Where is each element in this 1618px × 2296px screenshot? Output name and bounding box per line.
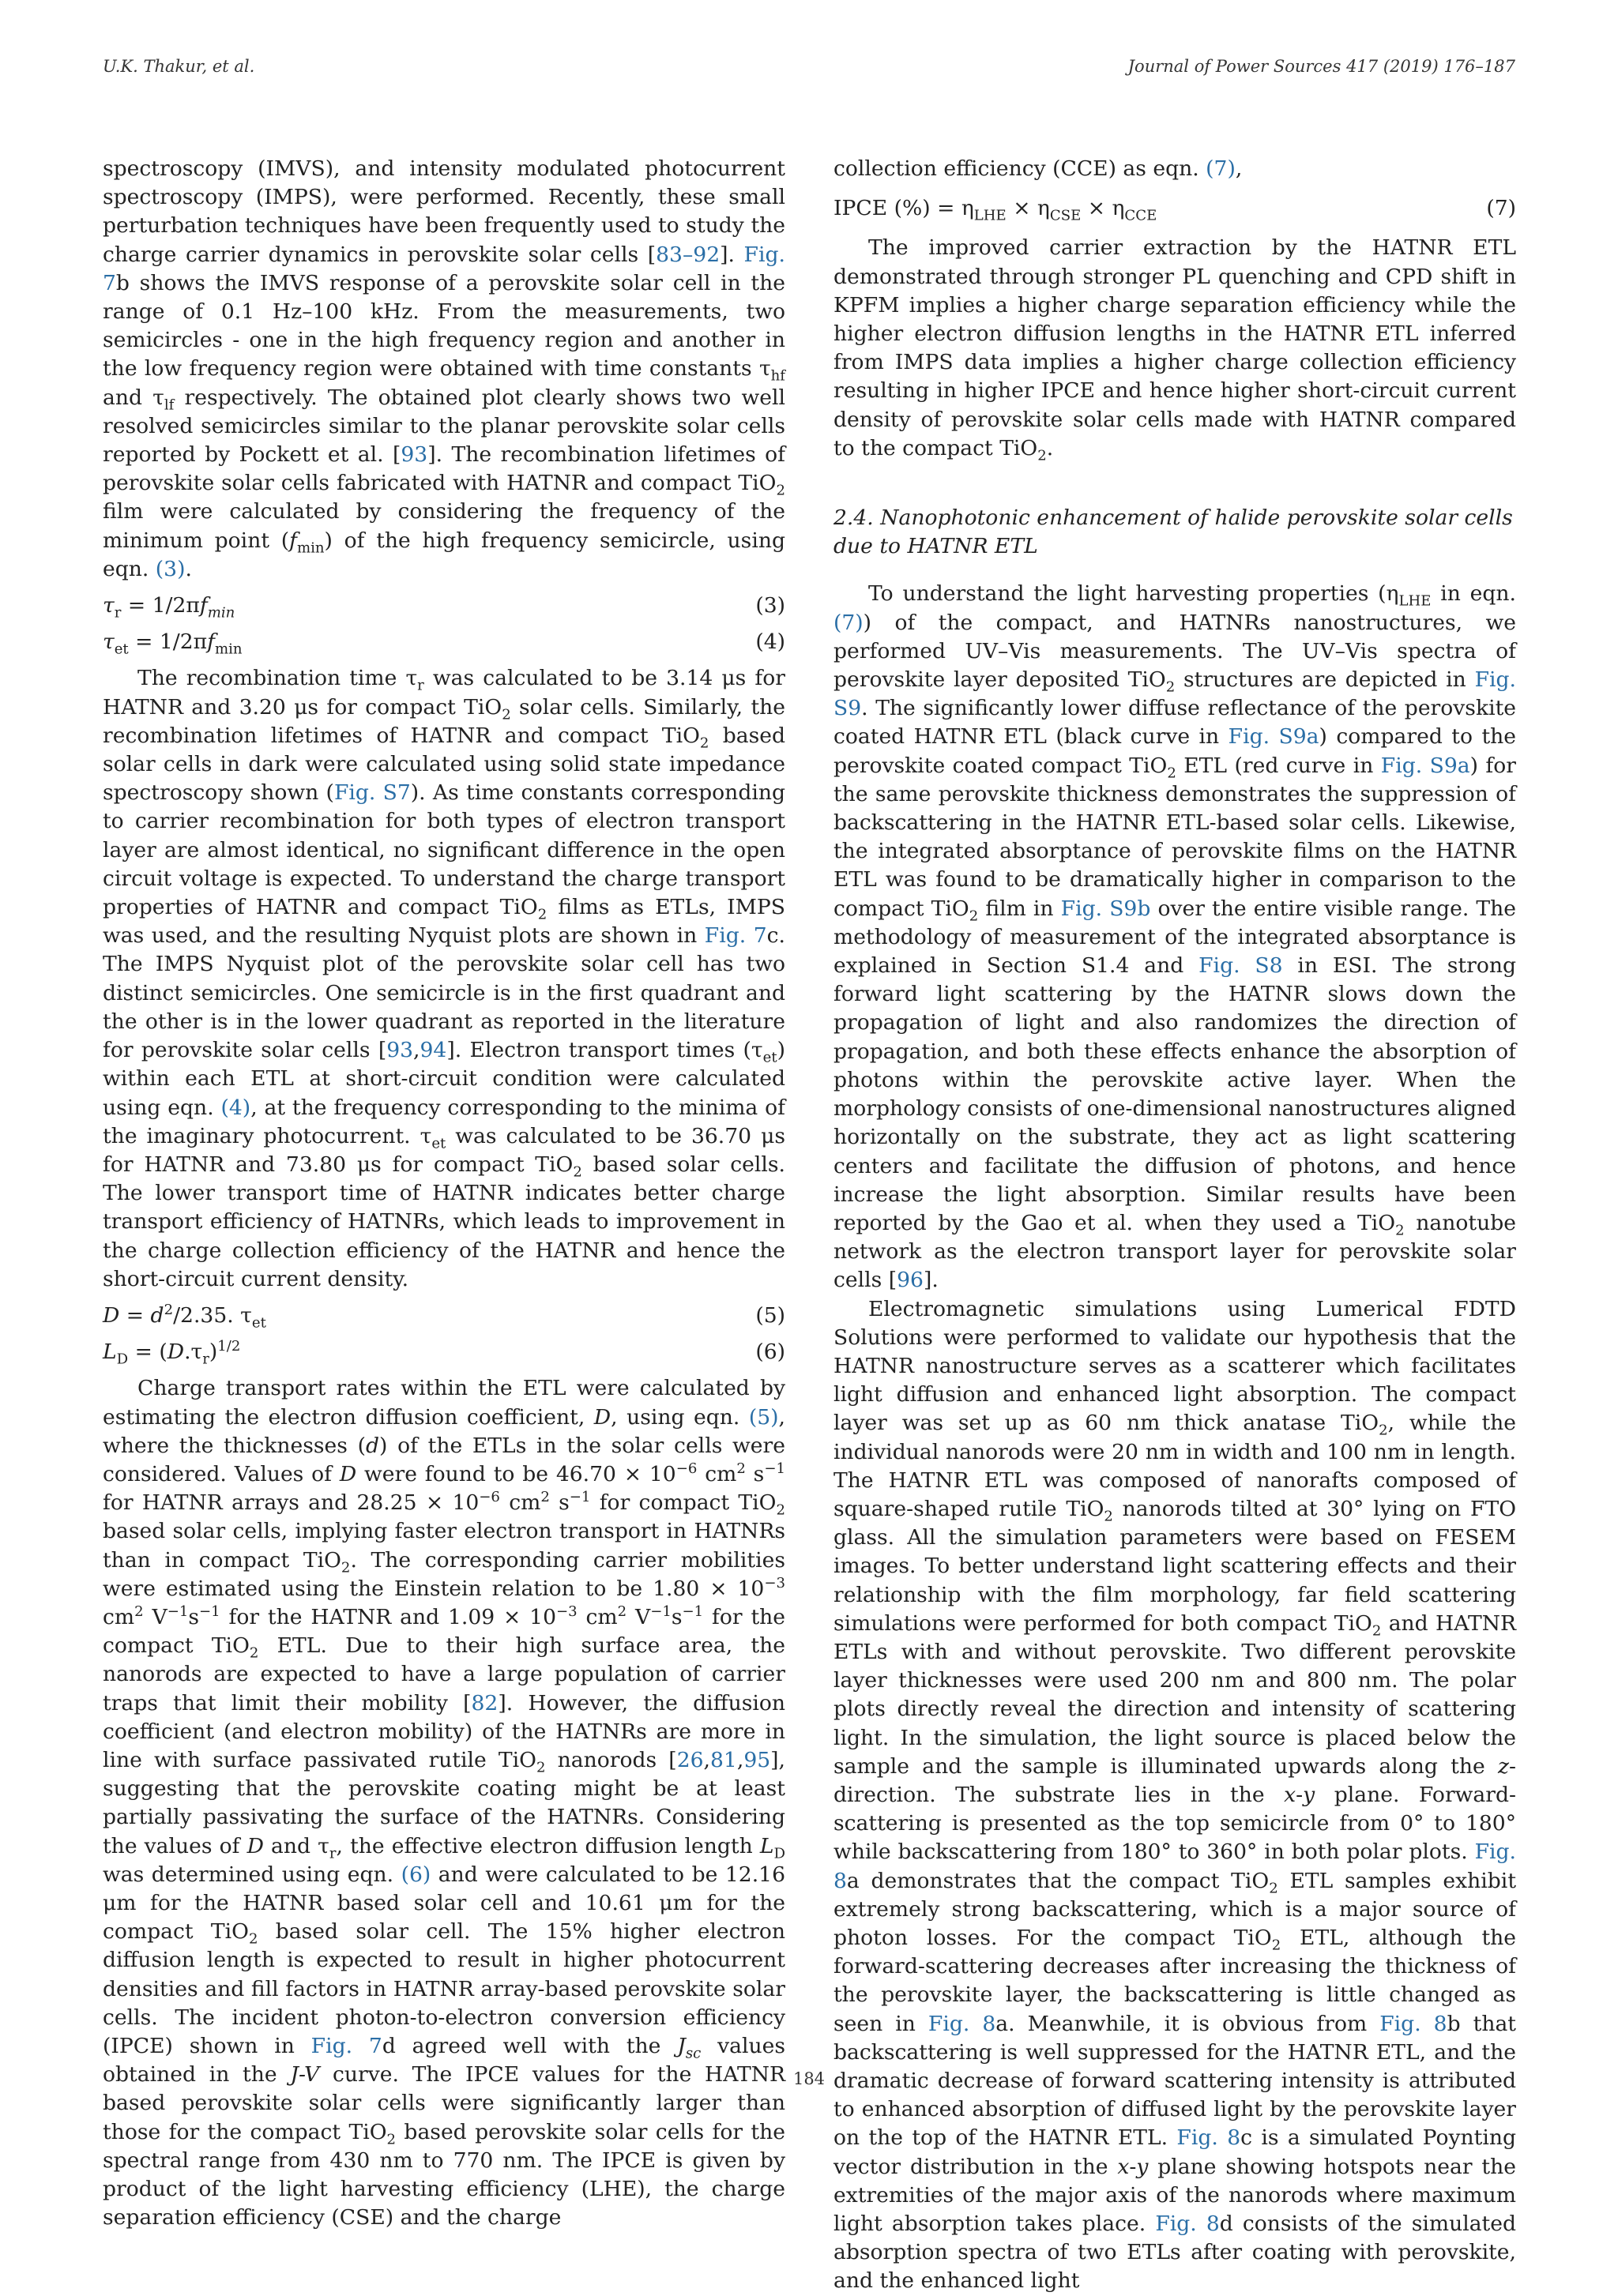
figure-link[interactable]: Fig. 8 xyxy=(928,2011,996,2036)
figure-link[interactable]: Fig. 8 xyxy=(1379,2011,1447,2036)
figure-link[interactable]: Fig. S8 xyxy=(1198,953,1283,979)
figure-link[interactable]: Fig. 7 xyxy=(704,923,767,949)
section-heading: 2.4. Nanophotonic enhancement of halide perovskite solar cells due to HATNR ETL xyxy=(833,505,1513,559)
paragraph: The recombination time $\tau_r$ was calculated to be 3.14 μs for HATNR and 3.20 μs for compact TiO$_2$ solar cells. Similarly, the recombination lifetimes of HATNR and compact TiO$_2$ based solar cells in dark were calculated using solid state impedance spectroscopy shown (Fig. S7). As time constants corresponding to carrier recombination for both types of electron transport layer are almost identical, no significant difference in the open circuit voltage is expected. To understand the charge transport properties of HATNR and compact TiO$_2$ films as ETLs, IMPS was used, and the resulting Nyquist plots are shown in Fig. 7c. The IMPS Nyquist plot of the perovskite solar cell has two distinct semicircles. One semicircle is in the first quadrant and the other is in the lower quadrant as reported in the literature for perovskite solar cells [93,94]. Electron transport times $(\tau_{et})$ within each ETL at short-circuit condition were calculated using eqn. (4), at the frequency corresponding to the minima of the imaginary photocurrent. $\tau_{et}$ was calculated to be 36.70 μs for HATNR and 73.80 μs for compact TiO$_2$ based solar cells. The lower transport time of HATNR indicates better charge transport efficiency of HATNRs, which leads to improvement in the charge collection efficiency of the HATNR and hence the short-circuit current density. xyxy=(103,666,786,1291)
page-number: 184 xyxy=(792,2069,826,2088)
paragraph: spectroscopy (IMVS), and intensity modulated photocurrent spectroscopy (IMPS), were performed. Recently, these small perturbation techniques have been frequently used to study the charge carrier dynamics in perovskite solar cells [83–92]. Fig. 7b shows the IMVS response of a perovskite solar cell in the range of 0.1 Hz–100 kHz. From the measurements, two semicircles - one in the high frequency region and another in the low frequency region were obtained with time constants $\tau_{hf}$ and $\tau_{lf}$ respectively. The obtained plot clearly shows two well resolved semicircles similar to the planar perovskite solar cells reported by Pockett et al. [93]. The recombination lifetimes of perovskite solar cells fabricated with HATNR and compact TiO$_2$ film were calculated by considering the frequency of the minimum point $(f_{min})$ of the high frequency semicircle, using eqn. (3). xyxy=(103,156,786,581)
equation-4: $\tau_{et} = 1/2\pi f_{min}$ (4) xyxy=(103,629,785,658)
citation-link[interactable]: 83–92 xyxy=(656,242,721,267)
figure-link[interactable]: Fig. S9 xyxy=(833,667,1516,721)
equation-link[interactable]: (5) xyxy=(748,1404,779,1430)
figure-link[interactable]: Fig. 7 xyxy=(310,2034,382,2058)
equation-6: $L_D = (D.\tau_r)^{1/2}$ (6) xyxy=(103,1338,785,1368)
paragraph: To understand the light harvesting properties ($\eta_{LHE}$ in eqn. (7)) of the compact, and HATNRs nanostructures, we performed UV–Vis measurements. The UV–Vis spectra of perovskite layer deposited TiO$_2$ structures are depicted in Fig. S9. The significantly lower diffuse reflectance of the perovskite coated HATNR ETL (black curve in Fig. S9a) compared to the perovskite coated compact TiO$_2$ ETL (red curve in Fig. S9a) for the same perovskite thickness demonstrates the suppression of backscattering in the HATNR ETL-based solar cells. Likewise, the integrated absorptance of perovskite films on the HATNR ETL was found to be dramatically higher in comparison to the compact TiO$_2$ film in Fig. S9b over the entire visible range. The methodology of measurement of the integrated absorptance is explained in Section S1.4 and Fig. S8 in ESI. The strong forward light scattering by the HATNR slows down the propagation of light and also randomizes the direction of propagation, and both these effects enhance the absorption of photons within the perovskite active layer. When the morphology consists of one-dimensional nanostructures aligned horizontally on the substrate, they act as light scattering centers and facilitate the diffusion of photons, and hence increase the light absorption. Similar results have been reported by the Gao et al. when they used a TiO$_2$ nanotube network as the electron transport layer for perovskite solar cells [96]. xyxy=(833,581,1517,1293)
running-header-journal: Journal of Power Sources 417 (2019) 176–187 xyxy=(1127,57,1515,76)
equation-3: $\tau_r = 1/2\pi f_{min}$ (3) xyxy=(103,593,785,622)
citation-link[interactable]: 93 xyxy=(401,442,428,468)
figure-link[interactable]: Fig. S7 xyxy=(333,780,411,806)
equation-link[interactable]: (3) xyxy=(155,556,186,581)
running-header-authors: U.K. Thakur, et al. xyxy=(103,57,255,76)
citation-link[interactable]: 95 xyxy=(743,1747,771,1772)
paragraph: Charge transport rates within the ETL were calculated by estimating the electron diffusion coefficient, D, using eqn. (5), where the thicknesses (d) of the ETLs in the solar cells were considered. Values of D were found to be $46.70 \times 10^{-6}$ $cm^2$ $s^{-1}$ for HATNR arrays and $28.25 \times 10^{-6}$ $cm^2$ $s^{-1}$ for compact TiO$_2$ based solar cells, implying faster electron transport in HATNRs than in compact TiO$_2$. The corresponding carrier mobilities were estimated using the Einstein relation to be $1.80 \times 10^{-3}$ $cm^2$ $V^{-1}s^{-1}$ for the HATNR and $1.09 \times 10^{-3}$ $cm^2$ $V^{-1}s^{-1}$ for the compact TiO$_2$ ETL. Due to their high surface area, the nanorods are expected to have a large population of carrier traps that limit their mobility [82]. However, the diffusion coefficient (and electron mobility) of the HATNRs are more in line with surface passivated rutile TiO$_2$ nanorods [26,81,95], suggesting that the perovskite coating might be at least partially passivating the surface of the HATNRs. Considering the values of D and $\tau_r$, the effective electron diffusion length $L_D$ was determined using eqn. (6) and were calculated to be 12.16 μm for the HATNR based solar cell and 10.61 μm for the compact TiO$_2$ based solar cell. The 15% higher electron diffusion length is expected to result in higher photocurrent densities and fill factors in HATNR array-based perovskite solar cells. The incident photon-to-electron conversion efficiency (IPCE) shown in Fig. 7d agreed well with the $J_{sc}$ values obtained in the J-V curve. The IPCE values for the HATNR based perovskite solar cells were significantly larger than those for the compact TiO$_2$ based perovskite solar cells for the spectral range from 430 nm to 770 nm. The IPCE is given by product of the light harvesting efficiency (LHE), the charge separation efficiency (CSE) and the charge xyxy=(103,1376,786,2230)
paragraph: Electromagnetic simulations using Lumerical FDTD Solutions were performed to validate our hypothesis that the HATNR nanostructure serves as a scatterer which facilitates light diffusion and enhanced light absorption. The compact layer was set up as 60 nm thick anatase TiO$_2$, while the individual nanorods were 20 nm in width and 100 nm in length. The HATNR ETL was composed of nanorafts composed of square-shaped rutile TiO$_2$ nanorods tilted at 30° lying on FTO glass. All the simulation parameters were based on FESEM images. To better understand light scattering effects and their relationship with the film morphology, far field scattering simulations were performed for both compact TiO$_2$ and HATNR ETLs with and without perovskite. Two different perovskite layer thicknesses were used 200 nm and 800 nm. The polar plots directly reveal the direction and intensity of scattering light. In the simulation, the light source is placed below the sample and the sample is illuminated upwards along the z-direction. The substrate lies in the x-y plane. Forward-scattering is presented as the top semicircle from 0° to 180° while backscattering from 180° to 360° in both polar plots. Fig. 8a demonstrates that the compact TiO$_2$ ETL samples exhibit extremely strong backscattering, which is a major source of photon losses. For the compact TiO$_2$ ETL, although the forward-scattering decreases after increasing the thickness of the perovskite layer, the backscattering is little changed as seen in Fig. 8a. Meanwhile, it is obvious from Fig. 8b that backscattering is well suppressed for the HATNR ETL, and the dramatic decrease of forward scattering intensity is attributed to enhanced absorption of diffused light by the perovskite layer on the top of the HATNR ETL. Fig. 8c is a simulated Poynting vector distribution in the x-y plane showing hotspots near the extremities of the major axis of the nanorods where maximum light absorption takes place. Fig. 8d consists of the simulated absorption spectra of two ETLs after coating with perovskite, and the enhanced light xyxy=(833,1296,1517,2294)
figure-link[interactable]: Fig. 8 xyxy=(833,1839,1516,1893)
paragraph: collection efficiency (CCE) as eqn. (7), xyxy=(833,156,1243,181)
right-column xyxy=(833,155,1516,2296)
left-column xyxy=(103,155,785,2232)
equation-number: (3) xyxy=(755,593,785,618)
citation-link[interactable]: 93 xyxy=(386,1038,414,1063)
citation-link[interactable]: 96 xyxy=(897,1268,924,1293)
equation-7: IPCE (%) = $\eta_{LHE} \times \eta_{CSE} \times \eta_{CCE}$ (7) xyxy=(833,196,1516,224)
figure-link[interactable]: Fig. 8 xyxy=(1155,2211,1220,2237)
citation-link[interactable]: 94 xyxy=(420,1038,447,1063)
equation-link[interactable]: (6) xyxy=(401,1862,431,1887)
citation-link[interactable]: 81 xyxy=(710,1747,737,1772)
figure-link[interactable]: Fig. 7 xyxy=(103,242,785,295)
figure-link[interactable]: Fig. 8 xyxy=(1176,2125,1241,2151)
paragraph: The improved carrier extraction by the HATNR ETL demonstrated through stronger PL quenching and CPD shift in KPFM implies a higher charge separation efficiency while the higher electron diffusion lengths in the HATNR ETL inferred from IMPS data implies a higher charge collection efficiency resulting in higher IPCE and hence higher short-circuit current density of perovskite solar cells made with HATNR compared to the compact TiO$_2$. xyxy=(833,235,1516,464)
equation-link[interactable]: (7) xyxy=(833,610,864,635)
equation-number: (5) xyxy=(755,1302,785,1328)
equation-number: (7) xyxy=(1486,196,1516,221)
citation-link[interactable]: 26 xyxy=(676,1747,704,1772)
figure-link[interactable]: Fig. S9b xyxy=(1060,896,1151,921)
figure-link[interactable]: Fig. S9a xyxy=(1228,724,1319,750)
equation-number: (4) xyxy=(755,629,785,655)
equation-number: (6) xyxy=(755,1340,785,1365)
citation-link[interactable]: 82 xyxy=(471,1690,499,1715)
figure-link[interactable]: Fig. S9a xyxy=(1380,753,1470,778)
equation-link[interactable]: (4) xyxy=(220,1095,251,1120)
equation-link[interactable]: (7) xyxy=(1206,156,1236,181)
equation-5: $D = d^2/2.35$. $\tau_{et}$ (5) xyxy=(103,1302,785,1332)
